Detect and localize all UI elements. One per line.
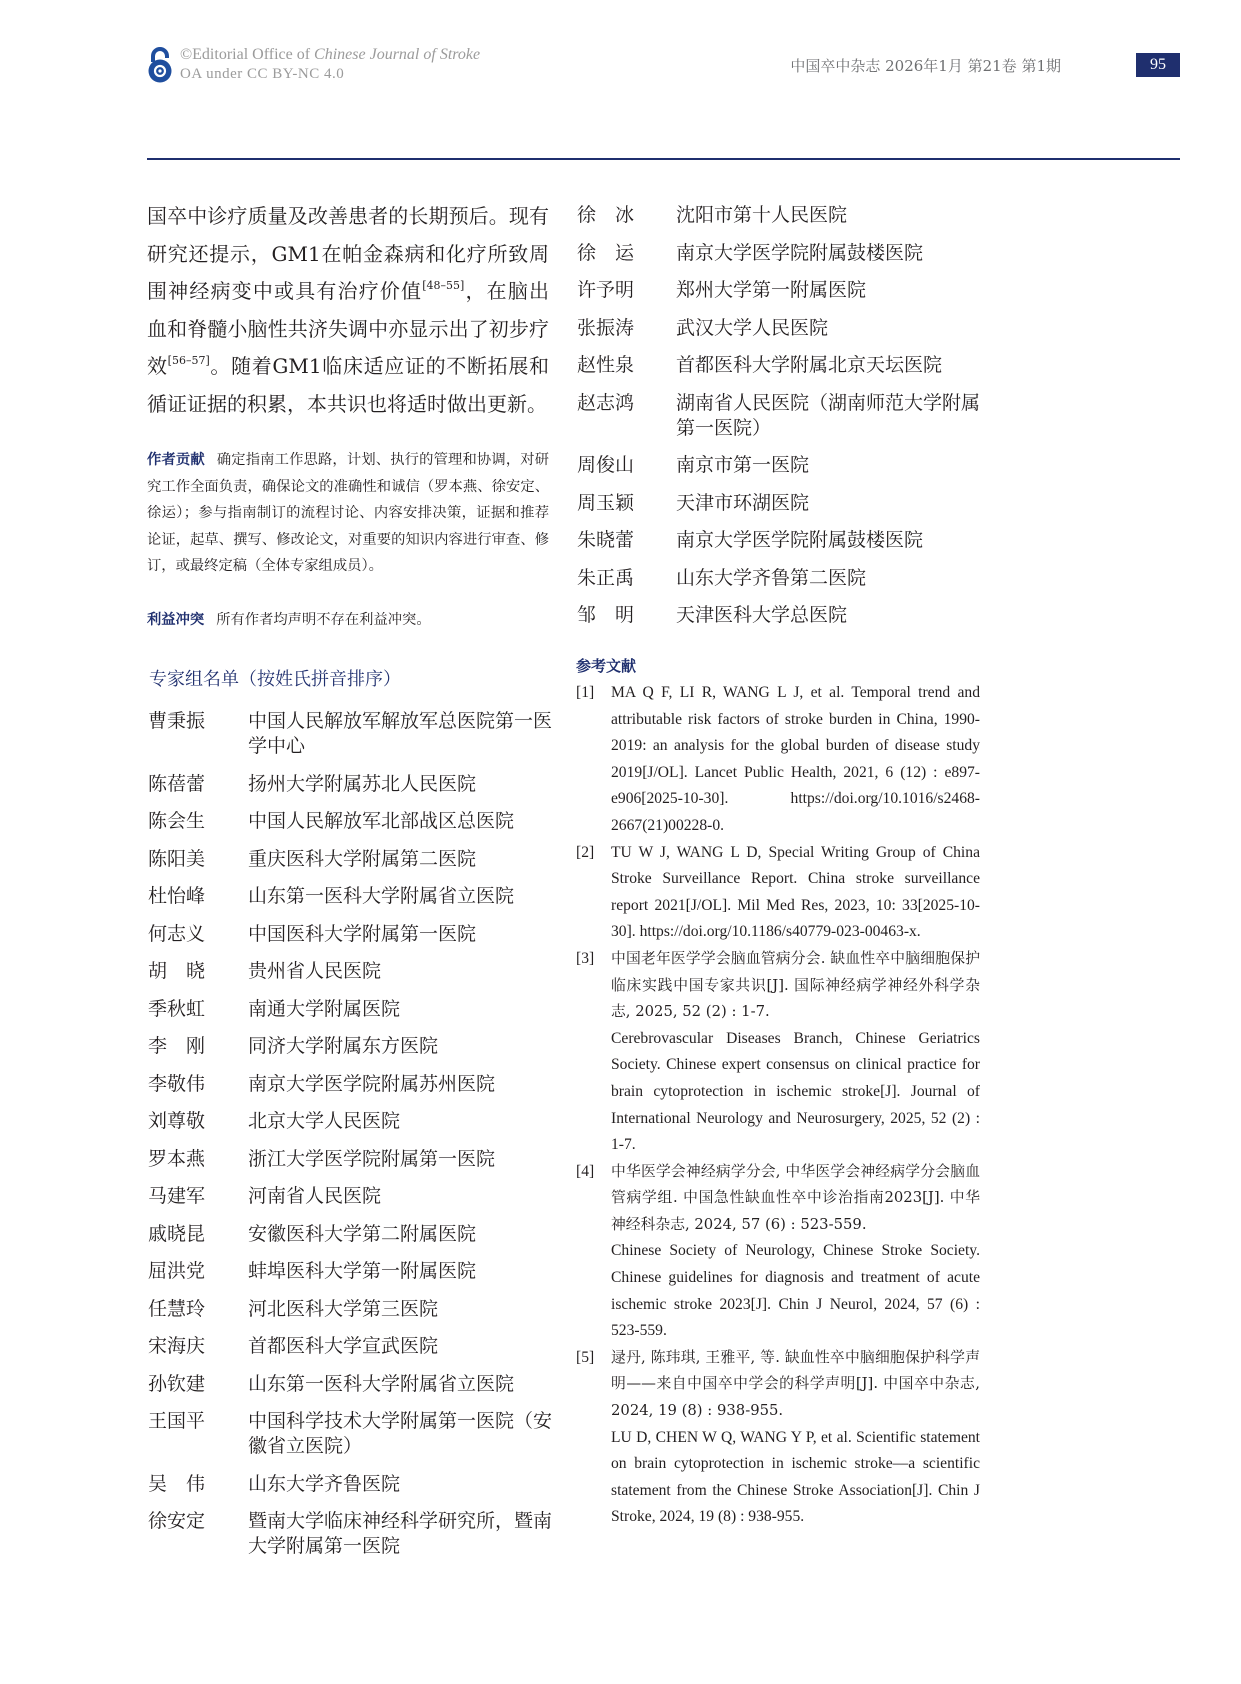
expert-institution: 南通大学附属医院 [248, 997, 401, 1020]
reference-number: [1] [576, 684, 595, 701]
expert-name: 徐冰 [577, 204, 654, 226]
expert-name: 陈蓓蕾 [148, 772, 206, 795]
expert-row [577, 491, 997, 516]
expert-row [148, 1072, 558, 1097]
expert-row [148, 1472, 558, 1497]
expert-row [577, 353, 997, 378]
reference-item [576, 840, 980, 946]
expert-name: 许予明 [577, 279, 635, 301]
expert-row [577, 453, 997, 478]
reference-chinese: 中华医学会神经病学分会, 中华医学会神经病学分会脑血管病学组. 中国急性缺血性卒中诊治指南2023[J]. 中华神经科杂志, 2024, 57 (6) : 523-559. [611, 1162, 980, 1233]
expert-row [148, 847, 558, 872]
reference-item [576, 946, 980, 1159]
expert-institution: 南京大学医学院附属鼓楼医院 [676, 241, 924, 264]
expert-row [577, 528, 997, 553]
reference-text [611, 840, 980, 946]
expert-institution: 南京大学医学院附属鼓楼医院 [676, 529, 924, 551]
expert-row [148, 809, 558, 834]
expert-institution: 中国医科大学附属第一医院 [248, 922, 477, 945]
reference-text [611, 680, 980, 840]
expert-name: 孙钦建 [148, 1372, 206, 1395]
expert-institution: 南京市第一医院 [676, 454, 810, 476]
header-rule [147, 158, 1180, 160]
expert-name: 罗本燕 [148, 1147, 206, 1170]
expert-institution: 首都医科大学附属北京天坛医院 [676, 354, 943, 376]
contributions-text: 确定指南工作思路，计划、执行的管理和协调，对研究工作全面负责，确保论文的准确性和诚信（罗本燕、徐安定、徐运）；参与指南制订的流程讨论、内容安排决策，证据和推荐论证，起草、撰写、修改论文，对重要的知识内容进行审查、修订，或最终定稿（全体专家组成员）。 [147, 452, 550, 574]
conflict-of-interest [147, 607, 549, 634]
expert-institution: 河北医科大学第三医院 [248, 1297, 439, 1320]
journal-issue-info: 中国卒中杂志 2026年1月 第21卷 第1期 [790, 57, 1061, 75]
expert-row [148, 1334, 558, 1359]
reference-number: [5] [576, 1348, 595, 1366]
expert-name: 李刚 [148, 1035, 225, 1057]
intro-text-1: 国卒中诊疗质量及改善患者的长期预后。现有研究还提示，GM1在帕金森病和化疗所致周围神经病变中或具有治疗价值 [147, 204, 549, 303]
expert-institution: 湖南省人民医院（湖南师范大学附属第一医院） [676, 391, 981, 439]
expert-row [148, 1034, 558, 1059]
expert-name: 周俊山 [577, 454, 635, 476]
reference-number: [4] [576, 1162, 595, 1180]
reference-number: [2] [576, 843, 595, 861]
expert-institution: 山东大学齐鲁第二医院 [676, 566, 867, 589]
expert-row [148, 1109, 558, 1134]
expert-institution: 安徽医科大学第二附属医院 [248, 1222, 477, 1245]
expert-row [148, 959, 558, 984]
conflict-label: 利益冲突 [147, 612, 205, 628]
expert-name: 徐安定 [148, 1510, 206, 1532]
expert-institution: 河南省人民医院 [248, 1185, 382, 1207]
expert-institution: 重庆医科大学附属第二医院 [248, 847, 477, 870]
expert-name: 王国平 [148, 1410, 206, 1432]
reference-text [611, 1345, 980, 1531]
expert-row [577, 278, 997, 303]
expert-institution: 扬州大学附属苏北人民医院 [248, 772, 477, 795]
expert-row [148, 884, 558, 909]
expert-institution: 首都医科大学宣武医院 [248, 1335, 439, 1357]
reference-list [576, 680, 980, 1531]
expert-name: 徐运 [577, 241, 654, 264]
expert-institution: 武汉大学人民医院 [676, 316, 829, 339]
open-access-lock-icon [146, 46, 174, 84]
expert-name: 赵性泉 [577, 354, 635, 376]
expert-institution: 南京大学医学院附属苏州医院 [248, 1072, 496, 1095]
expert-name: 马建军 [148, 1185, 206, 1207]
page-number: 95 [1136, 53, 1180, 77]
expert-row [148, 1147, 558, 1172]
expert-institution: 山东第一医科大学附属省立医院 [248, 885, 515, 907]
expert-institution: 浙江大学医学院附属第一医院 [248, 1147, 496, 1170]
expert-institution: 天津市环湖医院 [676, 491, 810, 514]
reference-english: Chinese Society of Neurology, Chinese Stroke Society. Chinese guidelines for diagnosis and treatment of acute ischemic stroke 2023[J]. Chin J Neurol, 2024, 57 (6) : 523-559. [611, 1242, 980, 1340]
reference-english: MA Q F, LI R, WANG L J, et al. Temporal trend and attributable risk factors of stroke burden in China, 1990-2019: an analysis for the global burden of disease study 2019[J/OL]. Lancet Public Health, 2021, 6 (12) : e897-e906[2025-10-30]. https://doi.org/10.1016/s2468-2667(21)00228-0. [611, 684, 980, 834]
contributions-label: 作者贡献 [147, 452, 205, 468]
expert-row [577, 241, 997, 266]
expert-row [148, 772, 558, 797]
expert-name: 屈洪党 [148, 1260, 206, 1282]
expert-institution: 郑州大学第一附属医院 [676, 279, 867, 301]
expert-name: 季秋虹 [148, 997, 206, 1020]
reference-english: TU W J, WANG L D, Special Writing Group of China Stroke Surveillance Report. China stroke surveillance report 2021[J/OL]. Mil Med Res, 2023, 10: 33[2025-10-30]. https://doi.org/10.1186/s40779-023-00463-x. [611, 843, 980, 941]
expert-row [148, 1509, 558, 1559]
expert-institution: 同济大学附属东方医院 [248, 1035, 439, 1057]
expert-institution: 沈阳市第十人民医院 [676, 204, 848, 226]
reference-english: LU D, CHEN W Q, WANG Y P, et al. Scientific statement on brain cytoprotection in ischemic stroke—a scientific statement from the Chinese Stroke Association[J]. Chin J Stroke, 2024, 19 (8) : 938-955. [611, 1428, 980, 1526]
reference-text [611, 946, 980, 1159]
expert-institution: 北京大学人民医院 [248, 1110, 401, 1132]
intro-text-3: 。随着GM1临床适应证的不断拓展和循证证据的积累，本共识也将适时做出更新。 [147, 354, 549, 416]
expert-name: 朱正禹 [577, 566, 635, 589]
expert-institution: 暨南大学临床神经科学研究所，暨南大学附属第一医院 [248, 1510, 553, 1557]
expert-name: 何志义 [148, 922, 206, 945]
expert-row [148, 997, 558, 1022]
expert-row [148, 1259, 558, 1284]
expert-row [148, 922, 558, 947]
citation-56-57[interactable]: [56–57] [167, 354, 210, 367]
expert-name: 刘尊敬 [148, 1110, 206, 1132]
intro-paragraph [147, 198, 549, 423]
expert-row [577, 566, 997, 591]
expert-name: 李敬伟 [148, 1072, 206, 1095]
expert-row [577, 391, 997, 441]
expert-row [577, 316, 997, 341]
journal-english-name: Chinese Journal of Stroke [314, 46, 481, 63]
expert-row [148, 1372, 558, 1397]
reference-english: Cerebrovascular Diseases Branch, Chinese Geriatrics Society. Chinese expert consensus on clinical practice for brain cytoprotection in ischemic stroke[J]. Journal of International Neurology and Neurosurgery, 2025, 52 (2) : 1-7. [611, 1029, 980, 1154]
license-text: OA under CC BY-NC 4.0 [180, 66, 345, 82]
expert-name: 周玉颖 [577, 491, 635, 514]
expert-institution: 山东第一医科大学附属省立医院 [248, 1372, 515, 1395]
expert-institution: 山东大学齐鲁医院 [248, 1472, 401, 1495]
expert-name: 朱晓蕾 [577, 529, 635, 551]
expert-institution: 中国科学技术大学附属第一医院（安徽省立医院） [248, 1410, 553, 1457]
expert-name: 陈会生 [148, 810, 206, 832]
expert-list-right [577, 203, 997, 641]
expert-institution: 天津医科大学总医院 [676, 604, 848, 626]
expert-row [148, 709, 558, 759]
expert-row [577, 603, 997, 628]
reference-item [576, 1159, 980, 1345]
expert-name: 胡晓 [148, 960, 225, 982]
reference-chinese: 中国老年医学学会脑血管病分会. 缺血性卒中脑细胞保护临床实践中国专家共识[J]. 国际神经病学神经外科学杂志, 2025, 52 (2) : 1-7. [611, 949, 980, 1021]
expert-name: 杜怡峰 [148, 885, 206, 907]
citation-48-55[interactable]: [48–55] [422, 279, 465, 292]
expert-row [148, 1409, 558, 1459]
expert-institution: 贵州省人民医院 [248, 960, 382, 982]
copyright-line [180, 46, 480, 64]
reference-item [576, 1345, 980, 1531]
conflict-text: 所有作者均声明不存在利益冲突。 [216, 612, 431, 628]
expert-name: 赵志鸿 [577, 391, 635, 414]
references-title: 参考文献 [576, 657, 637, 675]
expert-name: 曹秉振 [148, 710, 206, 732]
reference-text [611, 1159, 980, 1345]
expert-list-left [148, 709, 558, 1572]
expert-row [148, 1184, 558, 1209]
expert-row [148, 1297, 558, 1322]
expert-name: 宋海庆 [148, 1335, 206, 1357]
expert-name: 吴伟 [148, 1472, 225, 1495]
expert-name: 戚晓昆 [148, 1222, 206, 1245]
reference-number: [3] [576, 949, 595, 967]
expert-group-title: 专家组名单（按姓氏拼音排序） [149, 669, 401, 690]
expert-name: 陈阳美 [148, 847, 206, 870]
reference-item [576, 680, 980, 840]
reference-chinese: 逯丹, 陈玮琪, 王雅平, 等. 缺血性卒中脑细胞保护科学声明——来自中国卒中学会的科学声明[J]. 中国卒中杂志, 2024, 19 (8) : 938-955. [611, 1348, 980, 1420]
expert-institution: 中国人民解放军解放军总医院第一医学中心 [248, 710, 553, 757]
expert-row [148, 1222, 558, 1247]
intro-text-2: ，在脑出血和脊髓小脑性共济失调中亦显示出了初步疗效 [147, 279, 549, 378]
expert-institution: 蚌埠医科大学第一附属医院 [248, 1260, 477, 1282]
expert-row [577, 203, 997, 228]
expert-name: 邹明 [577, 604, 654, 626]
copyright-text: ©Editorial Office of [180, 46, 311, 63]
expert-institution: 中国人民解放军北部战区总医院 [248, 810, 515, 832]
expert-name: 张振涛 [577, 316, 635, 339]
author-contributions [147, 447, 549, 580]
expert-name: 任慧玲 [148, 1297, 206, 1320]
